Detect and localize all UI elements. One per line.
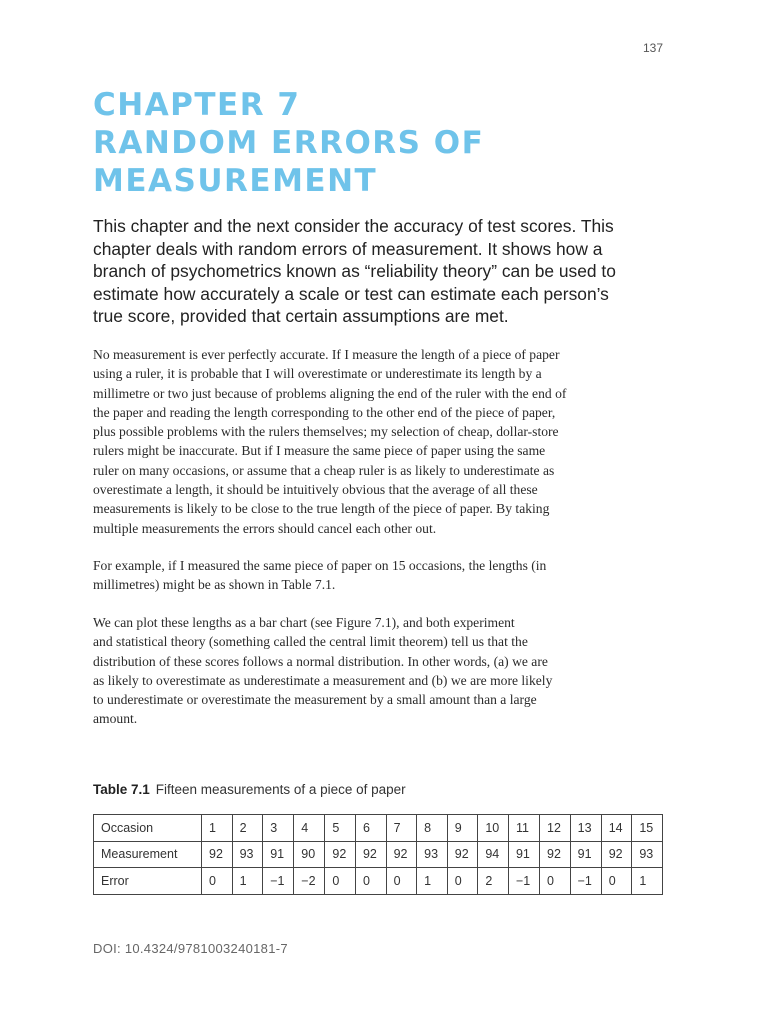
table-cell: 11 (508, 815, 539, 842)
table-row-header: Error (94, 868, 202, 895)
table-cell: 92 (325, 841, 356, 868)
table-cell: 0 (601, 868, 632, 895)
abstract-line: estimate how accurately a scale or test can estimate each person’s (93, 283, 609, 304)
table-cell: 14 (601, 815, 632, 842)
table-cell: 93 (232, 841, 263, 868)
chapter-title-line: MEASUREMENT (93, 163, 378, 199)
abstract-line: chapter deals with random errors of measurement. It shows how a (93, 238, 603, 259)
table-cell: 92 (355, 841, 386, 868)
table-row-header: Occasion (94, 815, 202, 842)
table-caption-label: Table 7.1 (93, 782, 150, 797)
table-cell: 93 (417, 841, 448, 868)
table-cell: 2 (232, 815, 263, 842)
paragraph-line: to underestimate or overestimate the measurement by a small amount than a large (93, 692, 537, 708)
table-cell: 92 (601, 841, 632, 868)
chapter-title-line: RANDOM ERRORS OF (93, 125, 485, 161)
paragraph-line: distribution of these scores follows a normal distribution. In other words, (a) we are (93, 653, 548, 669)
table-cell: 91 (570, 841, 601, 868)
table-cell: 5 (325, 815, 356, 842)
table-cell: 1 (232, 868, 263, 895)
table-cell: 0 (325, 868, 356, 895)
paragraph-line: amount. (93, 711, 138, 727)
table-cell: 93 (632, 841, 663, 868)
paragraph-line: No measurement is ever perfectly accurate. If I measure the length of a piece of paper (93, 347, 560, 362)
table-cell: 0 (355, 868, 386, 895)
table-cell: 92 (540, 841, 571, 868)
chapter-number: CHAPTER 7 (93, 87, 301, 123)
paragraph-line: millimetres) might be as shown in Table 7.1. (93, 577, 336, 593)
table-row (94, 868, 663, 895)
paragraph-line: the paper and reading the length corresponding to the other end of the piece of paper, (93, 404, 556, 420)
table-cell: 9 (447, 815, 478, 842)
paragraph-line: We can plot these lengths as a bar chart (see Figure 7.1), and both experiment (93, 615, 515, 630)
paragraph-line: For example, if I measured the same piece of paper on 15 occasions, the lengths (in (93, 558, 547, 573)
table-cell: −1 (508, 868, 539, 895)
table-cell: 1 (417, 868, 448, 895)
table-cell: 91 (263, 841, 294, 868)
table-cell: 1 (632, 868, 663, 895)
chapter-heading (93, 86, 484, 200)
table-cell: 92 (202, 841, 233, 868)
body-paragraph (93, 556, 673, 595)
paragraph-line: plus possible problems with the rulers themselves; my selection of cheap, dollar-store (93, 424, 559, 440)
abstract-line: true score, provided that certain assumptions are met. (93, 306, 509, 327)
table-row-header: Measurement (94, 841, 202, 868)
table-cell: −2 (294, 868, 325, 895)
paragraph-line: using a ruler, it is probable that I will overestimate or underestimate its length by a (93, 366, 542, 382)
paragraph-line: as likely to overestimate as underestimate a measurement and (b) we are more likely (93, 672, 553, 688)
table-cell: 92 (447, 841, 478, 868)
table-cell: 6 (355, 815, 386, 842)
table-row (94, 841, 663, 868)
body-paragraph (93, 345, 673, 538)
table-cell: −1 (263, 868, 294, 895)
doi: DOI: 10.4324/9781003240181-7 (93, 941, 288, 956)
abstract-line: branch of psychometrics known as “reliability theory” can be used to (93, 261, 616, 282)
paragraph-line: rulers might be inaccurate. But if I measure the same piece of paper using the same (93, 443, 546, 459)
table-cell: 3 (263, 815, 294, 842)
table-cell: 1 (202, 815, 233, 842)
table-cell: 15 (632, 815, 663, 842)
body-paragraph (93, 613, 673, 729)
table-cell: 8 (417, 815, 448, 842)
measurements-table (93, 814, 663, 895)
table-cell: 0 (386, 868, 417, 895)
table-cell: 90 (294, 841, 325, 868)
table-cell: 94 (478, 841, 509, 868)
paragraph-line: overestimate a length, it should be intuitively obvious that the average of all these (93, 482, 538, 498)
paragraph-line: millimetre or two just because of problems aligning the end of the ruler with the end of (93, 385, 567, 401)
paragraph-line: ruler on many occasions, or assume that a cheap ruler is as likely to underestimate as (93, 462, 555, 478)
paragraph-line: and statistical theory (something called the central limit theorem) tell us that the (93, 634, 528, 650)
paragraph-line: measurements is likely to be close to the true length of the piece of paper. By taking (93, 501, 550, 517)
table-cell: 0 (540, 868, 571, 895)
table-cell: 0 (447, 868, 478, 895)
table-cell: 2 (478, 868, 509, 895)
table-caption (93, 782, 406, 797)
table-cell: 0 (202, 868, 233, 895)
table-cell: 92 (386, 841, 417, 868)
paragraph-line: multiple measurements the errors should cancel each other out. (93, 520, 437, 536)
table-caption-text: Fifteen measurements of a piece of paper (155, 782, 406, 797)
table-cell: 10 (478, 815, 509, 842)
table-cell: 4 (294, 815, 325, 842)
abstract-line: This chapter and the next consider the accuracy of test scores. This (93, 216, 614, 236)
table-cell: 13 (570, 815, 601, 842)
page-number: 137 (642, 41, 663, 55)
table-cell: 7 (386, 815, 417, 842)
chapter-abstract (93, 215, 673, 328)
table-cell: 12 (540, 815, 571, 842)
table-cell: 91 (508, 841, 539, 868)
table-cell: −1 (570, 868, 601, 895)
table-row (94, 815, 663, 842)
